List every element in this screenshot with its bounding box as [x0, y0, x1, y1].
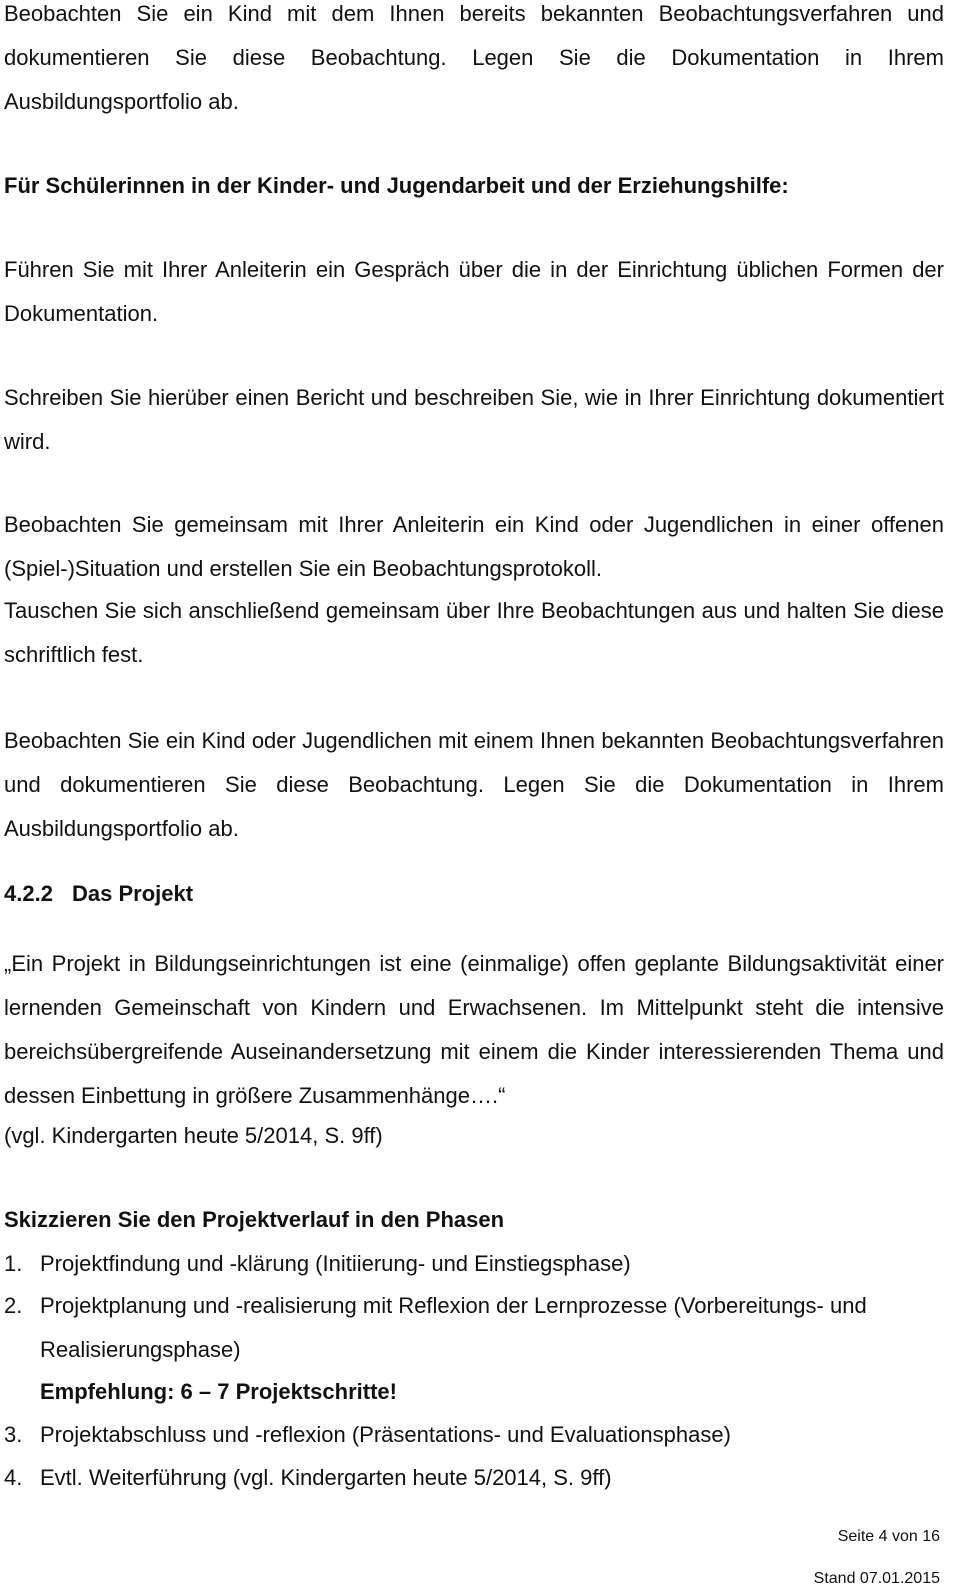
paragraph-observe-method: Beobachten Sie ein Kind oder Jugendlichen mit einem Ihnen bekannten Beobachtungsverfahren und dokumentieren Sie diese Beobachtung. Legen Sie die Dokumentation in Ihrem Ausbildungsportfolio ab.	[4, 728, 944, 841]
paragraph-exchange: Tauschen Sie sich anschließend gemeinsam über Ihre Beobachtungen aus und halten Sie diese schriftlich fest.	[4, 598, 944, 667]
section-heading-youth: Für Schülerinnen in der Kinder- und Jugendarbeit und der Erziehungshilfe:	[4, 173, 789, 198]
section-heading-project	[4, 872, 944, 916]
phase-number: 3.	[4, 1422, 23, 1447]
phase-number: 1.	[4, 1251, 23, 1276]
quote-citation: (vgl. Kindergarten heute 5/2014, S. 9ff)	[4, 1123, 383, 1148]
paragraph-conversation: Führen Sie mit Ihrer Anleiterin ein Gespräch über die in der Einrichtung üblichen Formen der Dokumentation.	[4, 257, 944, 326]
phase-text: Projektplanung und -realisierung mit Reflexion der Lernprozesse (Vorbereitungs- und Realisierungsphase)	[40, 1293, 867, 1362]
recommendation-text: Empfehlung: 6 – 7 Projektschritte!	[40, 1379, 397, 1404]
page-number: Seite 4 von 16	[837, 1528, 940, 1545]
document-date: Stand 07.01.2015	[813, 1570, 940, 1587]
intro-paragraph: Beobachten Sie ein Kind mit dem Ihnen bereits bekannten Beobachtungsverfahren und dokumentieren Sie diese Beobachtung. Legen Sie die Dokumentation in Ihrem Ausbildungsportfolio ab.	[4, 1, 944, 114]
section-number: 4.2.2	[4, 881, 53, 906]
project-definition-quote: „Ein Projekt in Bildungseinrichtungen ist eine (einmalige) offen geplante Bildungsaktivität einer lernenden Gemeinschaft von Kindern und Erwachsenen. Im Mittelpunkt steht die intensive bereichsübergreifende Auseinandersetzung mit einem die Kinder interessierenden Thema und dessen Einbettung in größere Zusammenhänge….“	[4, 951, 944, 1108]
phase-text: Projektfindung und -klärung (Initiierung- und Einstiegsphase)	[40, 1251, 631, 1276]
section-title: Das Projekt	[72, 881, 194, 906]
paragraph-observe-together: Beobachten Sie gemeinsam mit Ihrer Anleiterin ein Kind oder Jugendlichen in einer offenen (Spiel-)Situation und erstellen Sie ein Beobachtungsprotokoll.	[4, 512, 944, 581]
phase-text: Evtl. Weiterführung (vgl. Kindergarten heute 5/2014, S. 9ff)	[40, 1465, 612, 1490]
phase-number: 2.	[4, 1293, 23, 1318]
phase-number: 4.	[4, 1465, 23, 1490]
phase-text: Projektabschluss und -reflexion (Präsentations- und Evaluationsphase)	[40, 1422, 731, 1447]
phases-heading: Skizzieren Sie den Projektverlauf in den Phasen	[4, 1207, 505, 1232]
paragraph-report: Schreiben Sie hierüber einen Bericht und beschreiben Sie, wie in Ihrer Einrichtung dokumentiert wird.	[4, 385, 944, 454]
